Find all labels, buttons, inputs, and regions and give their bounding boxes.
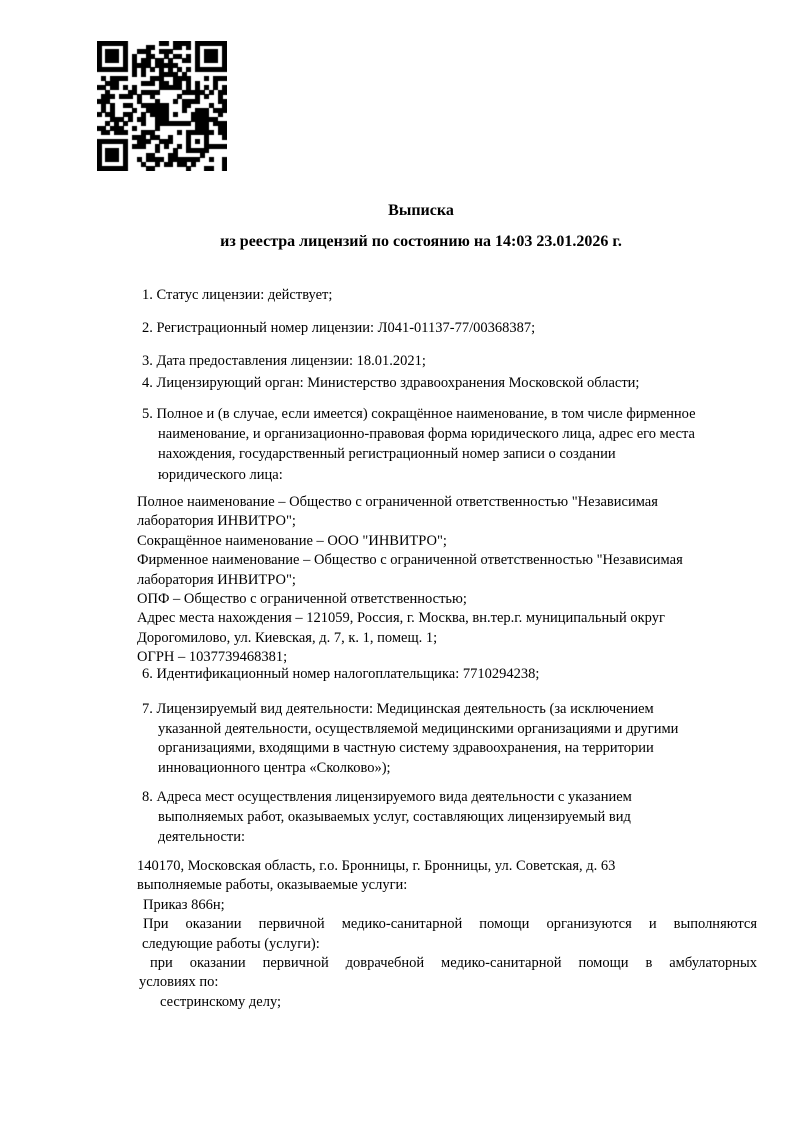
brand-name-line: лаборатория ИНВИТРО"; xyxy=(137,571,296,588)
works-header-line: выполняемые работы, оказываемые услуги: xyxy=(137,877,408,894)
service-line: сестринскому делу; xyxy=(160,993,282,1010)
ogrn-line: ОГРН – 1037739468381; xyxy=(137,649,288,666)
activity-addresses-clause xyxy=(142,787,757,847)
text-line: нахождения, государственный регистрационный номер записи о создании xyxy=(158,446,616,463)
licensed-activity-clause xyxy=(142,700,757,778)
works-clause-line: При оказании первичной медико-санитарной помощи организуются и выполняются xyxy=(143,916,757,933)
text-line: организациями, входящими в частную систему здравоохранения, на территории xyxy=(158,740,654,757)
document-subtitle: из реестра лицензий по состоянию на 14:03 23.01.2026 г. xyxy=(220,233,622,250)
org-details xyxy=(137,493,757,668)
address-line: Адрес места нахождения – 121059, Россия, г. Москва, вн.тер.г. муниципальный округ xyxy=(137,610,665,627)
brand-name-line: Фирменное наименование – Общество с ограниченной ответственностью "Независимая xyxy=(137,552,683,569)
text-line: выполняемых работ, оказываемых услуг, составляющих лицензируемый вид xyxy=(158,809,631,825)
text-line: 8. Адреса мест осуществления лицензируемого вида деятельности с указанием xyxy=(142,789,632,805)
address-works-section xyxy=(137,857,757,1012)
document-title: Выписка xyxy=(388,202,454,219)
address-line: Дорогомилово, ул. Киевская, д. 7, к. 1, помещ. 1; xyxy=(137,629,438,646)
license-date-line: 3. Дата предоставления лицензии: 18.01.2021; xyxy=(142,353,426,369)
text-line: 7. Лицензируемый вид деятельности: Медицинская деятельность (за исключением xyxy=(142,701,654,717)
license-status-line: 1. Статус лицензии: действует; xyxy=(142,287,333,303)
taxpayer-id-line: 6. Идентификационный номер налогоплательщика: 7710294238; xyxy=(142,666,540,682)
text-line: инновационного центра «Сколково»); xyxy=(158,759,391,776)
licensing-authority-line: 4. Лицензирующий орган: Министерство здравоохранения Московской области; xyxy=(142,375,640,391)
full-name-line: лаборатория ИНВИТРО"; xyxy=(137,513,296,530)
text-line: наименование, и организационно-правовая форма юридического лица, адрес его места xyxy=(158,426,695,443)
works-clause-line: при оказании первичной доврачебной медико-санитарной помощи в амбулаторных xyxy=(150,955,757,972)
opf-line: ОПФ – Общество с ограниченной ответственностью; xyxy=(137,591,467,608)
qr-code-icon xyxy=(97,41,227,171)
registration-number-line: 2. Регистрационный номер лицензии: Л041-01137-77/00368387; xyxy=(142,320,536,336)
short-name-line: Сокращённое наименование – ООО "ИНВИТРО"; xyxy=(137,532,447,549)
works-clause-line: следующие работы (услуги): xyxy=(142,935,320,952)
text-line: деятельности: xyxy=(158,829,246,845)
text-line: юридического лица: xyxy=(158,466,283,483)
order-line: Приказ 866н; xyxy=(143,896,225,913)
text-line: указанной деятельности, осуществляемой медицинскими организациями и другими xyxy=(158,720,679,737)
text-line: 5. Полное и (в случае, если имеется) сокращённое наименование, в том числе фирменное xyxy=(142,406,696,422)
org-names-clause xyxy=(142,404,757,485)
full-name-line: Полное наименование – Общество с ограниченной ответственностью "Независимая xyxy=(137,494,658,510)
works-clause-line: условиях по: xyxy=(139,974,219,991)
work-address-line: 140170, Московская область, г.о. Бронницы, г. Бронницы, ул. Советская, д. 63 xyxy=(137,858,616,874)
